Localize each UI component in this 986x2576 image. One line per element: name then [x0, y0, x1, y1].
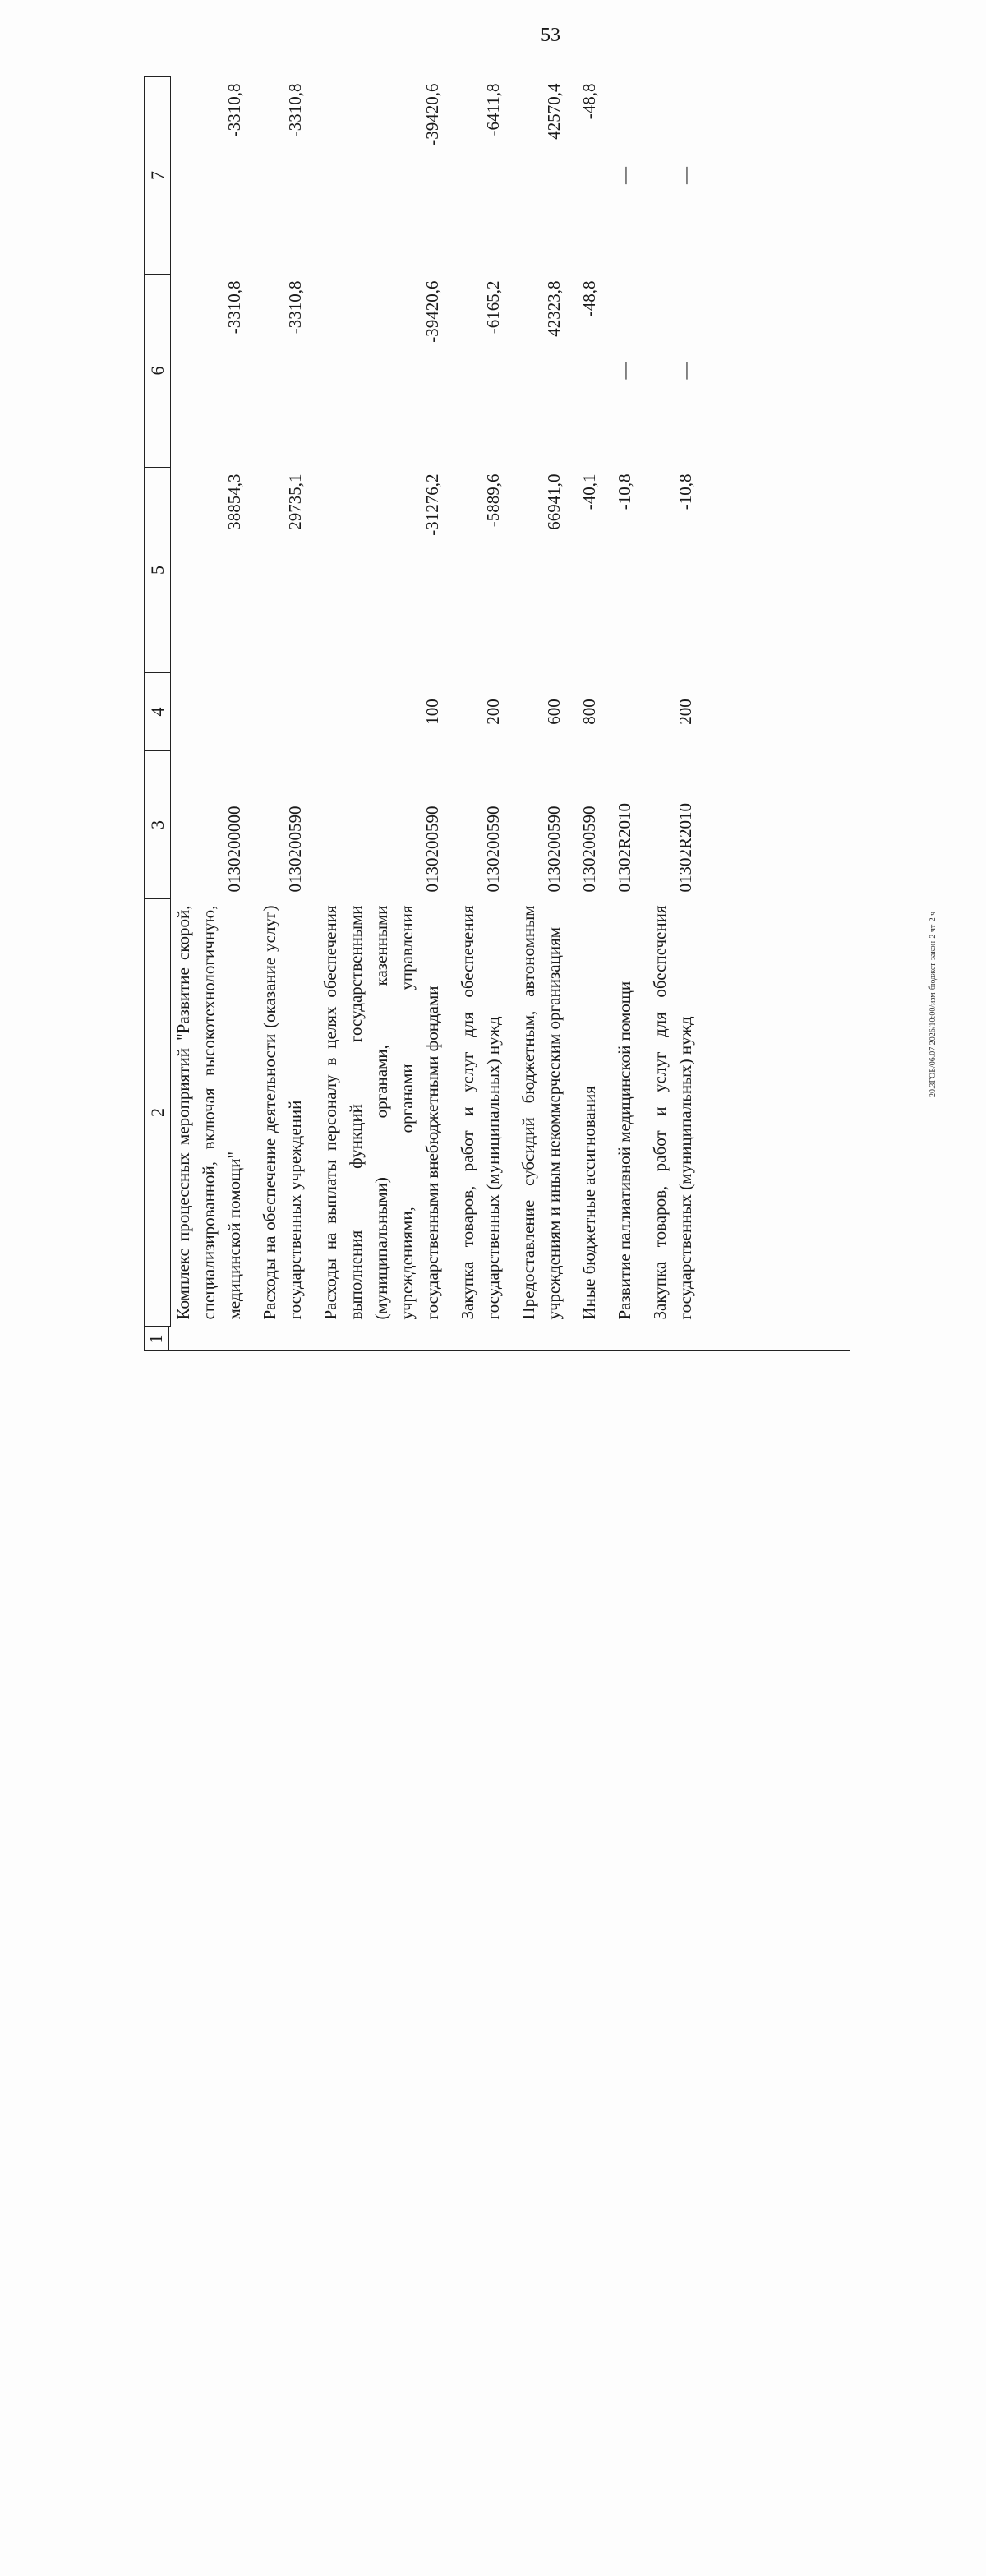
header-col-1-box	[134, 1327, 159, 2576]
row-amount-col6: -6165,2	[483, 280, 503, 335]
row-expense-type	[257, 673, 318, 751]
col-1-border	[144, 1327, 850, 1351]
row-amount-col5: 66941,0	[544, 473, 564, 530]
header-col-4: 4	[145, 673, 171, 751]
table-row	[647, 77, 708, 1327]
header-col-3: 3	[145, 751, 171, 899]
row-amount-col7: -3310,8	[224, 83, 244, 137]
row-code: 0130200590	[579, 806, 599, 893]
header-col-2: 2	[145, 899, 171, 1327]
row-code: 0130200590	[483, 806, 503, 893]
header-col-5: 5	[145, 468, 171, 673]
row-amount-col6: -39420,6	[422, 280, 442, 343]
row-expense-type: 100	[422, 699, 442, 725]
row-name: Расходы на обеспечение деятельности (оказание услуг) государственных учреждений	[260, 905, 305, 1320]
table-row	[171, 77, 258, 1327]
row-amount-col7: -39420,6	[422, 83, 442, 145]
row-amount-col6: -48,8	[579, 280, 599, 317]
row-amount-col5: -31276,2	[422, 473, 442, 536]
row-amount-col6: 42323,8	[544, 280, 564, 337]
row-amount-col5: -10,8	[675, 473, 695, 510]
table-row	[577, 77, 612, 1327]
budget-table-rotated	[144, 77, 850, 1344]
row-name: Комплекс процессных мероприятий "Развитие скорой, специализированной, включая высокотехнологичную, медицинской помощи"	[173, 905, 244, 1320]
table-header-row	[145, 77, 171, 1327]
row-amount-col6: —	[675, 362, 695, 380]
header-col-1: 1	[144, 1327, 169, 1351]
row-expense-type: 800	[579, 699, 599, 725]
budget-table	[144, 76, 708, 1327]
row-amount-col7: 42570,4	[544, 83, 564, 140]
header-col-6: 6	[145, 275, 171, 468]
row-amount-col6: -3310,8	[224, 280, 244, 335]
row-code: 0130200590	[544, 806, 564, 893]
footer-code: 20.3ГОБ/06.07.2026/10:00/изм-бюджет-закон-2 чт-2 ч	[928, 911, 938, 1097]
row-expense-type	[612, 673, 647, 751]
row-amount-col5: -10,8	[615, 473, 634, 510]
row-amount-col7: -3310,8	[285, 83, 305, 137]
row-amount-col5: 38854,3	[224, 473, 244, 530]
row-amount-col7: -6411,8	[483, 83, 503, 136]
page-number: 53	[541, 25, 560, 46]
row-amount-col7: —	[675, 167, 695, 184]
table-row	[516, 77, 577, 1327]
row-name: Развитие паллиативной медицинской помощи	[615, 981, 634, 1320]
row-name: Иные бюджетные ассигнования	[579, 1086, 599, 1320]
table-row	[455, 77, 516, 1327]
row-name: Закупка товаров, работ и услуг для обеспечения государственных (муниципальных) нужд	[650, 905, 695, 1320]
row-amount-col6: —	[615, 362, 634, 380]
row-expense-type	[171, 673, 258, 751]
row-name: Закупка товаров, работ и услуг для обеспечения государственных (муниципальных) нужд	[458, 905, 503, 1320]
row-expense-type: 200	[675, 699, 695, 725]
row-amount-col5: 29735,1	[285, 473, 305, 530]
row-code: 0130200590	[285, 806, 305, 893]
row-name: Предоставление субсидий бюджетным, автономным учреждениям и иным некоммерческим организациям	[518, 905, 564, 1320]
row-amount-col7: -48,8	[579, 83, 599, 120]
row-name: Расходы на выплаты персоналу в целях обеспечения выполнения функций государственными (муниципальными) органами, казенными учреждениями, органами управления государственными внебюджетными фондами	[320, 905, 442, 1320]
row-amount-col7: —	[615, 167, 634, 184]
row-code: 01302R2010	[615, 802, 634, 893]
row-amount-col6: -3310,8	[285, 280, 305, 335]
table-row	[318, 77, 455, 1327]
row-amount-col5: -40,1	[579, 473, 599, 510]
row-expense-type: 600	[544, 699, 564, 725]
header-col-7: 7	[145, 77, 171, 275]
row-code: 01302R2010	[675, 802, 695, 893]
row-code: 0130200590	[422, 806, 442, 893]
table-row	[612, 77, 647, 1327]
row-code: 0130200000	[224, 806, 244, 893]
table-row	[257, 77, 318, 1327]
row-expense-type: 200	[483, 699, 503, 725]
row-amount-col5: -5889,6	[483, 473, 503, 528]
